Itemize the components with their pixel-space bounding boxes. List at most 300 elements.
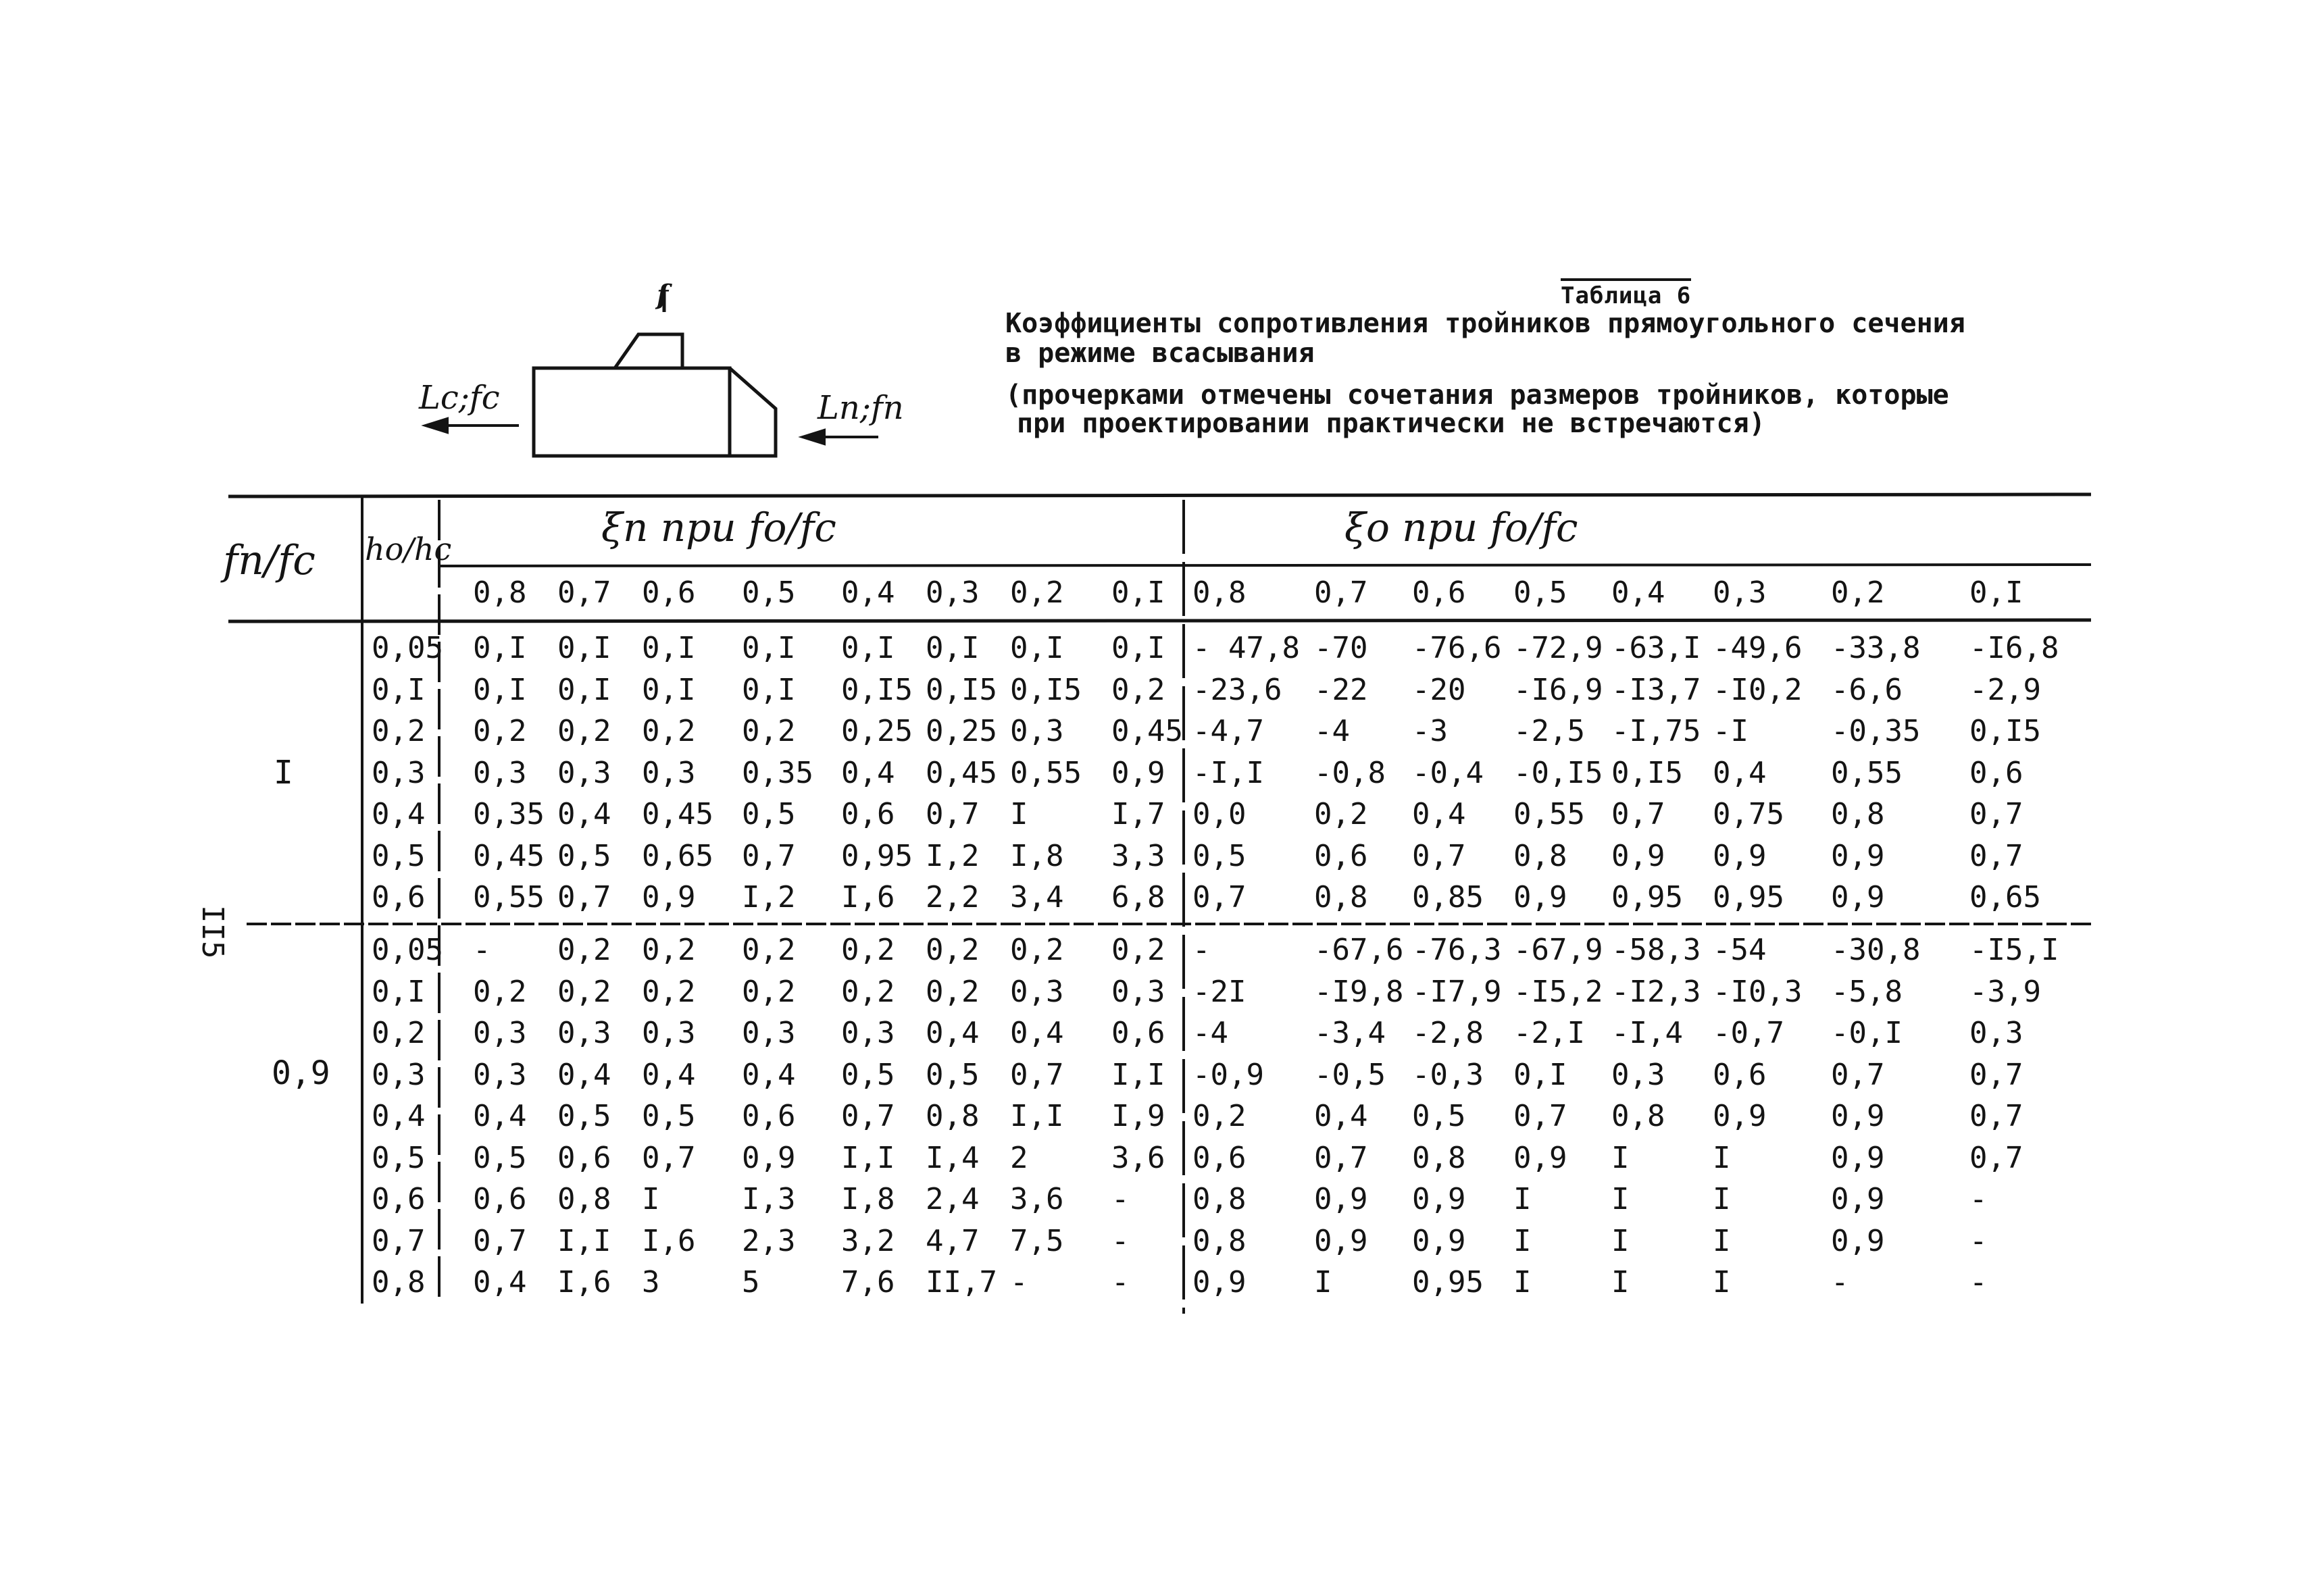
xi-n-value: 0,5 (841, 1058, 895, 1092)
xi-n-value: 0,25 (841, 714, 913, 748)
xi-n-value: 0,7 (1010, 1058, 1064, 1092)
xi-o-value: -76,3 (1412, 933, 1502, 967)
xi-n-value: 3,6 (1010, 1182, 1064, 1216)
fo-fc-header-n: 0,5 (742, 575, 796, 610)
xi-n-value: 0,4 (1010, 1016, 1064, 1050)
xi-n-value: 0,4 (841, 756, 895, 790)
xi-o-value: -I6,8 (1969, 631, 2059, 665)
xi-n-value: - (473, 933, 491, 967)
xi-o-value: 0,9 (1314, 1182, 1368, 1216)
xi-o-value: 0,55 (1831, 756, 1903, 790)
xi-o-value: 0,95 (1412, 1265, 1484, 1299)
xi-n-value: 0,I5 (1010, 673, 1082, 707)
xi-o-value: -I9,8 (1314, 975, 1404, 1009)
xi-n-value: 0,2 (841, 933, 895, 967)
xi-o-value: -20 (1412, 673, 1466, 707)
xi-o-value: 0,7 (1314, 1141, 1368, 1175)
xi-n-value: 0,5 (473, 1141, 527, 1175)
ho-hc-value: 0,4 (372, 1099, 426, 1133)
xi-o-value: 0,7 (1969, 1141, 2023, 1175)
xi-n-value: 0,2 (742, 714, 796, 748)
xi-n-value: 0,45 (926, 756, 997, 790)
ho-hc-value: 0,7 (372, 1224, 426, 1258)
xi-o-value: 0,5 (1192, 839, 1247, 873)
xi-n-value: 0,I (926, 631, 980, 665)
xi-o-value: 0,I (1513, 1058, 1567, 1092)
xi-n-value: 6,8 (1111, 880, 1165, 915)
xi-o-value: 0,7 (1513, 1099, 1567, 1133)
xi-o-value: 0,8 (1611, 1099, 1665, 1133)
xi-o-value: I (1611, 1141, 1630, 1175)
xi-o-value: 0,8 (1513, 839, 1567, 873)
xi-n-value: I,I (1010, 1099, 1064, 1133)
xi-o-value: 0,4 (1314, 1099, 1368, 1133)
ho-hc-value: 0,05 (372, 933, 443, 967)
fn-fc-group-label: 0,9 (272, 1054, 330, 1092)
xi-o-value: 0,7 (1611, 797, 1665, 831)
xi-n-value: 0,I (473, 631, 527, 665)
xi-n-value: 0,3 (1010, 714, 1064, 748)
ho-hc-value: 0,6 (372, 1182, 426, 1216)
xi-o-value: 0,6 (1314, 839, 1368, 873)
xi-n-value: 0,25 (926, 714, 997, 748)
xi-n-value: 2 (1010, 1141, 1028, 1175)
xi-n-value: 0,2 (742, 933, 796, 967)
xi-o-value: -49,6 (1713, 631, 1803, 665)
xi-o-value: -0,I5 (1513, 756, 1603, 790)
xi-n-value: 0,4 (473, 1265, 527, 1299)
xi-o-value: 0,9 (1713, 1099, 1767, 1133)
xi-n-value: 0,2 (557, 933, 611, 967)
xi-n-value: 0,3 (742, 1016, 796, 1050)
xi-o-value: 0,8 (1314, 880, 1368, 915)
xi-o-value: - (1969, 1182, 1988, 1216)
xi-o-value: I (1713, 1141, 1731, 1175)
fo-fc-header-o: 0,7 (1314, 575, 1368, 610)
xi-o-value: 0,75 (1713, 797, 1784, 831)
ho-hc-value: 0,3 (372, 1058, 426, 1092)
xi-o-value: 0,2 (1314, 797, 1368, 831)
xi-o-value: I (1513, 1182, 1532, 1216)
xi-n-value: 0,3 (473, 756, 527, 790)
xi-n-value: 0,9 (642, 880, 696, 915)
xi-n-value: I,2 (926, 839, 980, 873)
xi-o-value: -67,6 (1314, 933, 1404, 967)
xi-n-value: 0,2 (642, 933, 696, 967)
xi-o-value: -I5,2 (1513, 975, 1603, 1009)
xi-n-value: 0,4 (742, 1058, 796, 1092)
xi-n-value: 7,5 (1010, 1224, 1064, 1258)
xi-o-value: 0,9 (1412, 1224, 1466, 1258)
xi-n-value: 0,I (557, 673, 611, 707)
xi-n-value: 0,7 (642, 1141, 696, 1175)
xi-o-value: -30,8 (1831, 933, 1921, 967)
xi-n-value: 0,2 (1111, 673, 1165, 707)
fo-fc-header-o: 0,8 (1192, 575, 1247, 610)
xi-o-value: - (1192, 933, 1211, 967)
xi-n-value: 0,4 (642, 1058, 696, 1092)
xi-n-value: 0,45 (473, 839, 545, 873)
xi-o-value: 0,9 (1314, 1224, 1368, 1258)
xi-n-value: 0,I (1010, 631, 1064, 665)
xi-n-value: - (1111, 1224, 1130, 1258)
xi-o-value: -I,I (1192, 756, 1264, 790)
header-xi-o: ξo при fo/fc (1344, 505, 1578, 550)
xi-n-value: 0,4 (557, 797, 611, 831)
xi-n-value: 0,45 (642, 797, 713, 831)
xi-o-value: 0,9 (1831, 1182, 1885, 1216)
xi-o-value: -23,6 (1192, 673, 1282, 707)
xi-o-value: 0,9 (1831, 1099, 1885, 1133)
xi-o-value: 0,9 (1513, 880, 1567, 915)
xi-o-value: -4,7 (1192, 714, 1264, 748)
xi-n-value: 0,I (642, 631, 696, 665)
xi-o-value: 0,5 (1412, 1099, 1466, 1133)
xi-n-value: 0,3 (557, 1016, 611, 1050)
xi-n-value: 3,2 (841, 1224, 895, 1258)
xi-o-value: -5,8 (1831, 975, 1903, 1009)
ho-hc-value: 0,I (372, 975, 426, 1009)
fn-fc-group-label: I (274, 754, 293, 792)
xi-n-value: 0,4 (557, 1058, 611, 1092)
xi-n-value: 0,6 (841, 797, 895, 831)
xi-n-value: I,8 (841, 1182, 895, 1216)
xi-o-value: 0,9 (1831, 839, 1885, 873)
xi-o-value: 0,6 (1969, 756, 2023, 790)
xi-n-value: 0,I (742, 673, 796, 707)
xi-n-value: 0,35 (473, 797, 545, 831)
xi-o-value: 0,95 (1611, 880, 1683, 915)
xi-o-value: 0,7 (1192, 880, 1247, 915)
xi-o-value: - (1969, 1224, 1988, 1258)
xi-o-value: I (1314, 1265, 1332, 1299)
xi-o-value: 0,0 (1192, 797, 1247, 831)
xi-n-value: 0,3 (473, 1016, 527, 1050)
xi-o-value: -0,3 (1412, 1058, 1484, 1092)
fo-fc-header-o: 0,4 (1611, 575, 1665, 610)
xi-n-value: 0,2 (926, 933, 980, 967)
xi-o-value: -2I (1192, 975, 1247, 1009)
xi-o-value: -I7,9 (1412, 975, 1502, 1009)
xi-o-value: 0,7 (1969, 797, 2023, 831)
xi-n-value: 0,8 (557, 1182, 611, 1216)
sketch-right-label: Ln;fn (818, 389, 904, 427)
xi-n-value: 0,2 (841, 975, 895, 1009)
xi-n-value: I,4 (926, 1141, 980, 1175)
xi-o-value: -76,6 (1412, 631, 1502, 665)
xi-n-value: 3,4 (1010, 880, 1064, 915)
xi-n-value: 0,2 (926, 975, 980, 1009)
xi-n-value: I,2 (742, 880, 796, 915)
xi-o-value: 0,6 (1192, 1141, 1247, 1175)
xi-n-value: - (1010, 1265, 1028, 1299)
fo-fc-header-n: 0,6 (642, 575, 696, 610)
xi-n-value: 0,4 (926, 1016, 980, 1050)
table-title-continued: в режиме всасывания (1005, 338, 1315, 369)
xi-o-value: -54 (1713, 933, 1767, 967)
ho-hc-value: 0,2 (372, 1016, 426, 1050)
xi-n-value: I,8 (1010, 839, 1064, 873)
xi-o-value: I (1611, 1265, 1630, 1299)
xi-o-value: -I3,7 (1611, 673, 1701, 707)
xi-o-value: -3,9 (1969, 975, 2041, 1009)
xi-o-value: -4 (1314, 714, 1350, 748)
ho-hc-value: 0,I (372, 673, 426, 707)
xi-n-value: 0,2 (557, 975, 611, 1009)
xi-n-value: 0,I (1111, 631, 1165, 665)
fo-fc-header-n: 0,3 (926, 575, 980, 610)
xi-n-value: 0,7 (473, 1224, 527, 1258)
xi-n-value: 0,3 (841, 1016, 895, 1050)
table-label: Таблица 6 (1561, 278, 1691, 309)
xi-o-value: 0,85 (1412, 880, 1484, 915)
xi-n-value: 0,6 (1111, 1016, 1165, 1050)
xi-n-value: 0,5 (642, 1099, 696, 1133)
xi-o-value: -I,4 (1611, 1016, 1683, 1050)
xi-o-value: -2,9 (1969, 673, 2041, 707)
xi-n-value: I,6 (557, 1265, 611, 1299)
xi-o-value: 0,6 (1713, 1058, 1767, 1092)
xi-o-value: 0,7 (1831, 1058, 1885, 1092)
xi-o-value: -0,I (1831, 1016, 1903, 1050)
xi-n-value: 0,9 (1111, 756, 1165, 790)
xi-o-value: -4 (1192, 1016, 1228, 1050)
xi-o-value: -I6,9 (1513, 673, 1603, 707)
tee-diagram (405, 277, 932, 473)
ho-hc-value: 0,05 (372, 631, 443, 665)
xi-n-value: 3,3 (1111, 839, 1165, 873)
xi-o-value: I (1611, 1182, 1630, 1216)
fo-fc-header-o: 0,6 (1412, 575, 1466, 610)
xi-o-value: 0,7 (1969, 1099, 2023, 1133)
xi-o-value: 0,7 (1969, 1058, 2023, 1092)
xi-o-value: -0,35 (1831, 714, 1921, 748)
xi-o-value: 0,9 (1513, 1141, 1567, 1175)
xi-o-value: 0,65 (1969, 880, 2041, 915)
ho-hc-value: 0,3 (372, 756, 426, 790)
xi-n-value: 0,2 (642, 714, 696, 748)
xi-n-value: 0,9 (742, 1141, 796, 1175)
xi-o-value: 0,55 (1513, 797, 1585, 831)
xi-n-value: 0,7 (742, 839, 796, 873)
fo-fc-header-n: 0,7 (557, 575, 611, 610)
header-fn-fc: fn/fc (223, 537, 316, 584)
fo-fc-header-n: 0,4 (841, 575, 895, 610)
xi-n-value: 0,3 (1111, 975, 1165, 1009)
xi-o-value: -I2,3 (1611, 975, 1701, 1009)
xi-n-value: 0,8 (926, 1099, 980, 1133)
xi-o-value: -0,5 (1314, 1058, 1386, 1092)
xi-o-value: 0,9 (1192, 1265, 1247, 1299)
xi-n-value: 0,6 (557, 1141, 611, 1175)
xi-n-value: 0,4 (473, 1099, 527, 1133)
xi-n-value: 4,7 (926, 1224, 980, 1258)
fo-fc-header-n: 0,I (1111, 575, 1165, 610)
xi-o-value: 0,7 (1412, 839, 1466, 873)
xi-n-value: 0,3 (642, 1016, 696, 1050)
table-note-continued: при проектировании практически не встречаются) (1017, 408, 1765, 439)
xi-o-value: -3 (1412, 714, 1448, 748)
xi-n-value: 0,3 (1010, 975, 1064, 1009)
xi-o-value: 0,3 (1611, 1058, 1665, 1092)
xi-n-value: 0,5 (926, 1058, 980, 1092)
xi-o-value: 0,8 (1412, 1141, 1466, 1175)
xi-n-value: - (1111, 1265, 1130, 1299)
xi-o-value: 0,4 (1412, 797, 1466, 831)
xi-n-value: 0,45 (1111, 714, 1183, 748)
xi-n-value: 2,4 (926, 1182, 980, 1216)
xi-n-value: 0,35 (742, 756, 813, 790)
xi-o-value: 0,9 (1412, 1182, 1466, 1216)
fo-fc-header-n: 0,8 (473, 575, 527, 610)
xi-o-value: 0,95 (1713, 880, 1784, 915)
xi-n-value: 0,55 (1010, 756, 1082, 790)
page-number: II5 (195, 905, 230, 959)
xi-o-value: 0,3 (1969, 1016, 2023, 1050)
xi-o-value: -58,3 (1611, 933, 1701, 967)
xi-n-value: I (1010, 797, 1028, 831)
xi-n-value: 0,I (642, 673, 696, 707)
xi-o-value: -I0,3 (1713, 975, 1803, 1009)
xi-n-value: 0,55 (473, 880, 545, 915)
xi-n-value: 0,7 (841, 1099, 895, 1133)
xi-n-value: 0,3 (557, 756, 611, 790)
xi-o-value: -2,I (1513, 1016, 1585, 1050)
ho-hc-value: 0,2 (372, 714, 426, 748)
xi-o-value: - (1831, 1265, 1849, 1299)
xi-o-value: -33,8 (1831, 631, 1921, 665)
xi-n-value: 0,65 (642, 839, 713, 873)
xi-n-value: 0,I (473, 673, 527, 707)
xi-n-value: I,7 (1111, 797, 1165, 831)
xi-o-value: 0,8 (1192, 1182, 1247, 1216)
xi-o-value: 0,8 (1192, 1224, 1247, 1258)
xi-n-value: - (1111, 1182, 1130, 1216)
xi-n-value: 7,6 (841, 1265, 895, 1299)
xi-o-value: I (1611, 1224, 1630, 1258)
header-ho-hc: ho/hc (365, 531, 452, 567)
xi-n-value: 2,3 (742, 1224, 796, 1258)
xi-o-value: -0,8 (1314, 756, 1386, 790)
xi-o-value: I (1713, 1182, 1731, 1216)
xi-n-value: I,3 (742, 1182, 796, 1216)
xi-n-value: 0,2 (473, 714, 527, 748)
xi-n-value: I,9 (1111, 1099, 1165, 1133)
xi-n-value: 0,6 (473, 1182, 527, 1216)
xi-o-value: -I0,2 (1713, 673, 1803, 707)
xi-n-value: 0,6 (742, 1099, 796, 1133)
xi-o-value: 0,9 (1831, 1141, 1885, 1175)
xi-o-value: -0,4 (1412, 756, 1484, 790)
xi-n-value: 0,5 (557, 1099, 611, 1133)
xi-n-value: 0,7 (557, 880, 611, 915)
xi-o-value: 0,I5 (1969, 714, 2041, 748)
fo-fc-header-o: 0,2 (1831, 575, 1885, 610)
xi-n-value: 0,2 (742, 975, 796, 1009)
xi-o-value: -70 (1314, 631, 1368, 665)
xi-n-value: 0,2 (642, 975, 696, 1009)
xi-o-value: 0,9 (1713, 839, 1767, 873)
xi-n-value: 0,2 (473, 975, 527, 1009)
ho-hc-value: 0,6 (372, 880, 426, 915)
xi-o-value: -I (1713, 714, 1749, 748)
xi-o-value: - (1969, 1265, 1988, 1299)
xi-o-value: -I5,I (1969, 933, 2059, 967)
fo-fc-header-o: 0,3 (1713, 575, 1767, 610)
xi-n-value: 3 (642, 1265, 660, 1299)
xi-n-value: 2,2 (926, 880, 980, 915)
xi-o-value: -67,9 (1513, 933, 1603, 967)
xi-o-value: 0,I5 (1611, 756, 1683, 790)
xi-n-value: 5 (742, 1265, 760, 1299)
fo-fc-header-n: 0,2 (1010, 575, 1064, 610)
xi-n-value: 3,6 (1111, 1141, 1165, 1175)
xi-o-value: -6,6 (1831, 673, 1903, 707)
xi-n-value: I,6 (642, 1224, 696, 1258)
fo-fc-header-o: 0,I (1969, 575, 2023, 610)
xi-o-value: -3,4 (1314, 1016, 1386, 1050)
xi-n-value: 0,3 (642, 756, 696, 790)
xi-o-value: 0,4 (1713, 756, 1767, 790)
xi-o-value: 0,9 (1831, 1224, 1885, 1258)
xi-n-value: 0,I (841, 631, 895, 665)
table-note: (прочерками отмечены сочетания размеров тройников, которые (1005, 380, 1949, 411)
xi-o-value: -0,7 (1713, 1016, 1784, 1050)
sketch-left-label: Lc;fc (419, 379, 500, 417)
xi-n-value: 0,7 (926, 797, 980, 831)
ho-hc-value: 0,5 (372, 1141, 426, 1175)
xi-n-value: II,7 (926, 1265, 997, 1299)
xi-o-value: -0,9 (1192, 1058, 1264, 1092)
ho-hc-value: 0,5 (372, 839, 426, 873)
xi-o-value: I (1713, 1224, 1731, 1258)
xi-n-value: I,I (1111, 1058, 1165, 1092)
table-title: Коэффициенты сопротивления тройников прямоугольного сечения (1005, 308, 1965, 339)
ho-hc-value: 0,8 (372, 1265, 426, 1299)
xi-o-value: -2,5 (1513, 714, 1585, 748)
xi-o-value: I (1513, 1265, 1532, 1299)
xi-n-value: I,I (841, 1141, 895, 1175)
xi-n-value: I,6 (841, 880, 895, 915)
xi-o-value: 0,7 (1969, 839, 2023, 873)
xi-n-value: 0,5 (742, 797, 796, 831)
xi-n-value: 0,I (742, 631, 796, 665)
xi-n-value: 0,2 (1010, 933, 1064, 967)
xi-o-value: I (1513, 1224, 1532, 1258)
xi-n-value: 0,2 (557, 714, 611, 748)
xi-o-value: I (1713, 1265, 1731, 1299)
xi-n-value: 0,I5 (926, 673, 997, 707)
xi-n-value: I (642, 1182, 660, 1216)
xi-o-value: -63,I (1611, 631, 1701, 665)
header-xi-n: ξn при fo/fc (601, 505, 836, 550)
xi-n-value: 0,I (557, 631, 611, 665)
xi-n-value: 0,5 (557, 839, 611, 873)
xi-n-value: 0,2 (1111, 933, 1165, 967)
xi-n-value: 0,3 (473, 1058, 527, 1092)
xi-o-value: 0,2 (1192, 1099, 1247, 1133)
sketch-top-label: f (657, 279, 669, 311)
xi-o-value: -22 (1314, 673, 1368, 707)
xi-n-value: 0,95 (841, 839, 913, 873)
xi-n-value: 0,I5 (841, 673, 913, 707)
xi-n-value: I,I (557, 1224, 611, 1258)
xi-o-value: 0,8 (1831, 797, 1885, 831)
xi-o-value: 0,9 (1611, 839, 1665, 873)
xi-o-value: -2,8 (1412, 1016, 1484, 1050)
xi-o-value: -72,9 (1513, 631, 1603, 665)
ho-hc-value: 0,4 (372, 797, 426, 831)
